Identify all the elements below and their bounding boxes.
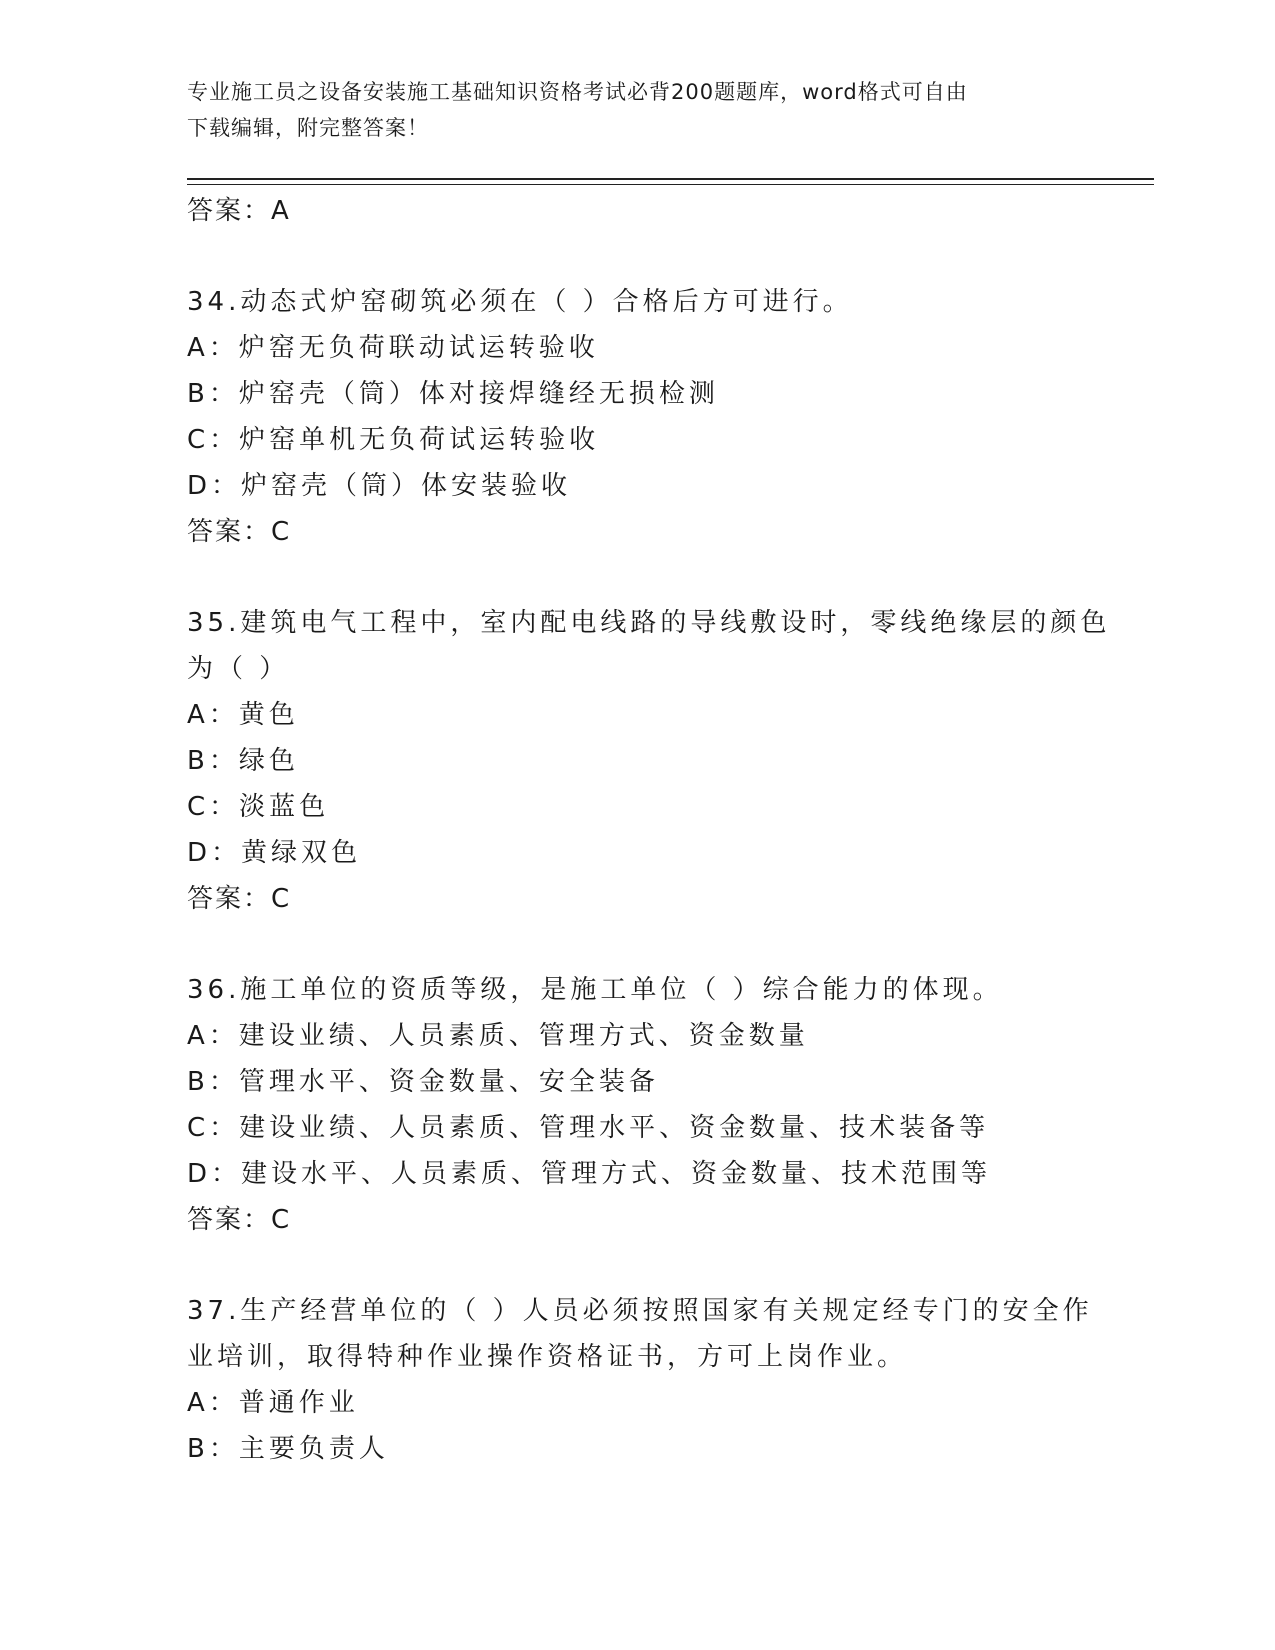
option-c: C：建设业绩、人员素质、管理水平、资金数量、技术装备等 [187,1113,990,1143]
option-a: A：黄色 [187,700,299,730]
answer: 答案：C [187,517,292,547]
header-line-2: 下载编辑，附完整答案！ [187,116,429,140]
option-c: C：淡蓝色 [187,792,330,822]
question-stem: 36.施工单位的资质等级，是施工单位（ ）综合能力的体现。 [187,975,1003,1005]
question-37 [187,1288,1093,1472]
answer: 答案：C [187,884,292,914]
header-divider-thin [187,184,1154,185]
question-stem-continued: 业培训，取得特种作业操作资格证书，方可上岗作业。 [187,1342,908,1372]
question-list [187,188,1111,1472]
option-d: D：炉窑壳（筒）体安装验收 [187,471,572,501]
question-35 [187,600,1111,922]
question-stem: 34.动态式炉窑砌筑必须在（ ）合格后方可进行。 [187,287,853,317]
option-b: B：炉窑壳（筒）体对接焊缝经无损检测 [187,379,719,409]
option-a: A：普通作业 [187,1388,359,1418]
option-a: A：炉窑无负荷联动试运转验收 [187,333,599,363]
header-line-1: 专业施工员之设备安装施工基础知识资格考试必背200题题库，word格式可自由 [187,80,968,104]
option-b: B：管理水平、资金数量、安全装备 [187,1067,659,1097]
question-stem: 37.生产经营单位的（ ）人员必须按照国家有关规定经专门的安全作 [187,1296,1093,1326]
option-d: D：黄绿双色 [187,838,362,868]
question-36 [187,967,1087,1243]
option-b: B：绿色 [187,746,299,776]
option-c: C：炉窑单机无负荷试运转验收 [187,425,600,455]
header-divider-thick [187,178,1154,180]
question-34 [187,279,1087,555]
option-d: D：建设水平、人员素质、管理方式、资金数量、技术范围等 [187,1159,992,1189]
option-a: A：建设业绩、人员素质、管理方式、资金数量 [187,1021,809,1051]
option-b: B：主要负责人 [187,1434,389,1464]
previous-answer: 答案：A [187,196,291,226]
question-stem-continued: 为（ ） [187,654,290,684]
question-stem: 35.建筑电气工程中，室内配电线路的导线敷设时，零线绝缘层的颜色 [187,608,1111,638]
answer: 答案：C [187,1205,292,1235]
document-header [187,74,1087,146]
